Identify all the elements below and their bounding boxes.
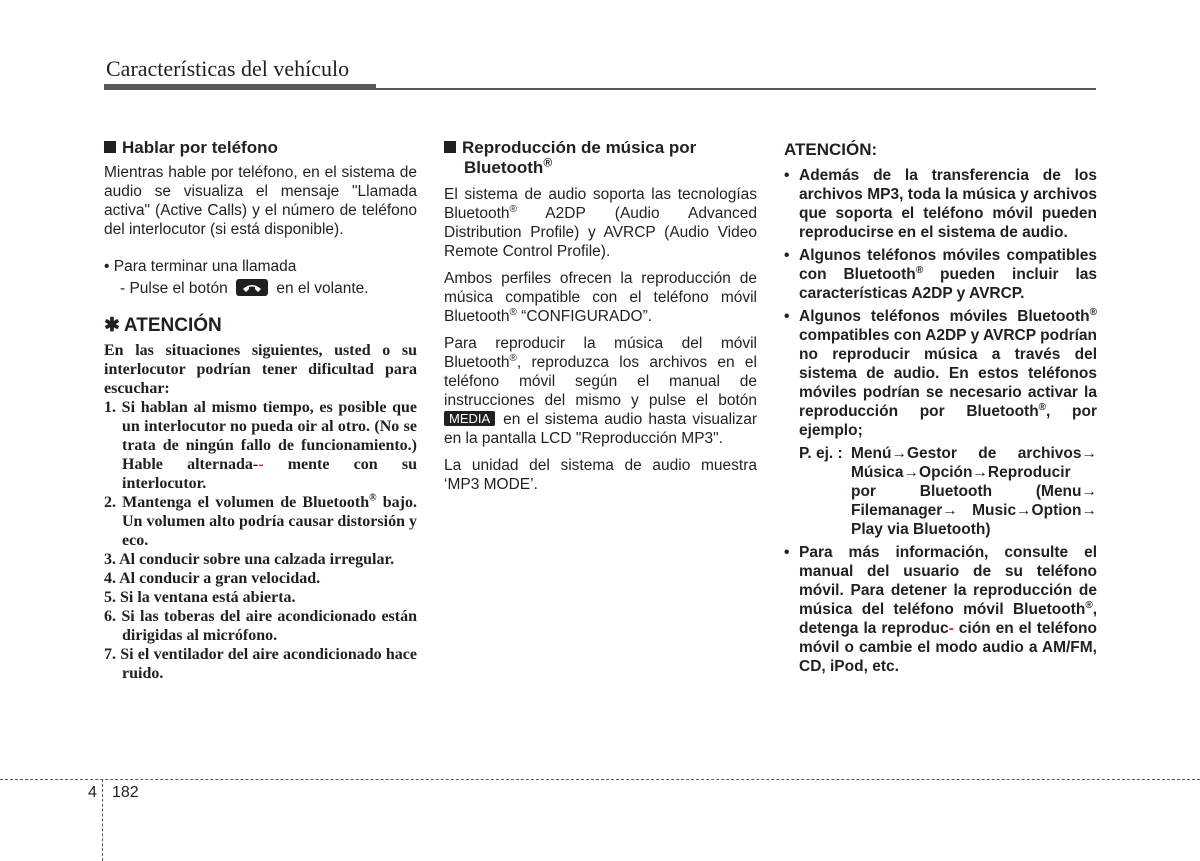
list-item: • Algunos teléfonos móviles compatibles con Bluetooth® pueden incluir las características A2DP y AVRCP. — [784, 246, 1097, 303]
paragraph: El sistema de audio soporta las tecnologías Bluetooth® A2DP (Audio Advanced Distribution Profile) y AVRCP (Audio Video Remote Control Profile). — [444, 186, 757, 260]
footer-rule — [0, 779, 1200, 780]
paragraph: Para reproducir la música del móvil Bluetooth®, reproduzca los archivos en el teléfono móvil según el manual de instrucciones del mismo y pulse el botón MEDIA en el sistema audio hasta visualizar en la pantalla LCD "Reproducción MP3". — [444, 335, 757, 447]
list-item: • Algunos teléfonos móviles Bluetooth® compatibles con A2DP y AVRCP podrían no reproducir música a través del sistema de audio. En estos teléfonos móviles podrían se necesario activar la reproducción por Bluetooth®, por ejemplo; P. ej. : Menú→Gestor de archivos→ Música→Opción→Reproducir por Bluetooth (Menu→ Filemanager→ Music→Option→ Play via Bluetooth) — [784, 307, 1097, 539]
hang-up-button-icon — [236, 279, 268, 296]
column-phone-call — [104, 138, 417, 683]
page-header-title: Características del vehículo — [106, 56, 350, 81]
footer-vertical-rule — [102, 779, 103, 861]
list-item: 7. Si el ventilador del aire acondicionado hace ruido. — [104, 646, 417, 682]
list-item: 3. Al conducir sobre una calzada irregular. — [104, 551, 395, 568]
attention-title: ATENCIÓN: — [784, 140, 878, 159]
phone-paragraph: Mientras hable por teléfono, en el sistema de audio se visualiza el mensaje "Llamada activa" (Active Calls) y el número de teléfono del interlocutor (si está disponible). — [104, 164, 417, 238]
end-call-bullet: • Para terminar una llamada — [104, 258, 297, 275]
header-rule-thin — [376, 88, 1096, 90]
example-block: P. ej. : Menú→Gestor de archivos→ Música→Opción→Reproducir por Bluetooth (Menu→ Filemanager→ Music→Option→ Play via Bluetooth) — [799, 445, 1097, 538]
column-attention — [784, 138, 1097, 680]
list-item: 2. Mantenga el volumen de Bluetooth® bajo. Un volumen alto podría causar distorsión y eco. — [104, 492, 418, 549]
paragraph: Ambos perfiles ofrecen la reproducción de música compatible con el teléfono móvil Bluetooth® “CONFIGURADO”. — [444, 270, 757, 325]
list-item: 1. Si hablan al mismo tiempo, es posible que un interlocutor no pueda oir al otro. (No se trata de ningún fallo de funcionamiento.) Hable alternada-- mente con su interlocutor. — [104, 399, 417, 492]
list-item: 4. Al conducir a gran velocidad. — [104, 570, 321, 587]
section-heading: Reproducción de música por Bluetooth® — [444, 138, 757, 178]
asterisk-icon: ✱ — [104, 315, 120, 336]
header-rule-thick — [104, 84, 376, 90]
square-bullet-icon — [104, 141, 116, 153]
column-bluetooth-music — [444, 138, 757, 494]
list-item: • Para más información, consulte el manual del usuario de su teléfono móvil. Para detener la reproducción de música del teléfono móvil Bluetooth®, detenga la reproduc- ción en el teléfono móvil o cambie el modo audio a AM/FM, CD, iPod, etc. — [784, 543, 1097, 676]
section-heading: Hablar por teléfono — [104, 138, 417, 158]
attention-heading: ✱ ATENCIÓN — [104, 315, 222, 336]
list-item: • Además de la transferencia de los archivos MP3, toda la música y archivos que soporta el teléfono móvil pueden reproducirse en el sistema de audio. — [784, 166, 1097, 242]
list-item: 5. Si la ventana está abierta. — [104, 589, 296, 606]
media-button-icon: MEDIA — [444, 411, 495, 426]
list-item: 6. Si las toberas del aire acondicionado están dirigidas al micrófono. — [104, 608, 417, 644]
end-call-instruction: - Pulse el botón en el volante. — [120, 280, 369, 297]
paragraph: La unidad del sistema de audio muestra ‘MP3 MODE’. — [444, 457, 757, 493]
section-number: 4 — [88, 784, 97, 801]
attention-bullets — [784, 166, 1097, 676]
square-bullet-icon — [444, 141, 456, 153]
attention-intro: En las situaciones siguientes, usted o su interlocutor podrían tener dificultad para escuchar: — [104, 342, 417, 397]
page-number: 182 — [112, 784, 139, 801]
attention-list — [104, 398, 417, 683]
